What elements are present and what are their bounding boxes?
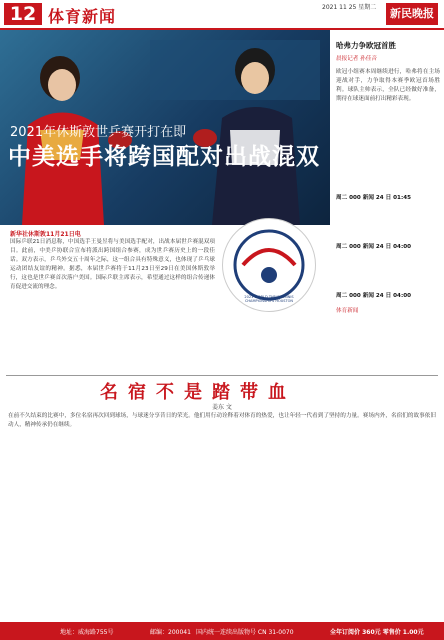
second-article-byline: 姜东 文 [212, 404, 232, 411]
lead-byline: 新华社休斯敦11月21日电 [10, 231, 81, 238]
right-column-title: 哈弗力争欧冠首胜 [336, 41, 396, 50]
right-column [336, 30, 440, 400]
lead-body: 国际乒联21日消息称，中国选手王曼昱将与美国选手配对，出战本届世乒赛混双项目。此前，中美乒协联合宣布将派出跨国组合参赛，成为世乒赛历史上的一段佳话。双方表示，乒乓外交五十周年之际，这一组合具有特殊意义，也体现了乒乓球运动团结友谊的精神。据悉，本届世乒赛将于11月23日至29日在美国休斯敦举行，这也是世乒赛首次落户美国。国际乒联主席表示，希望通过这样的组合传递体育促进交流的理念。 [10, 239, 215, 290]
championship-logo-text: 2021 WORLD TABLE TENNIS CHAMPIONSHIPS HOUSTON [244, 295, 294, 303]
right-column-body: 欧冠小组赛本周继续进行，哈弗将在主场迎战对手，力争取得本赛季欧冠首场胜利。球队主帅表示，全队已经做好准备，期待在球迷面前打出精彩表现。 [336, 69, 440, 102]
fixture-1: 周二 000 新闻 24 日 01:45 [336, 195, 411, 201]
right-column-tag: 体育新闻 [336, 308, 359, 314]
lead-kicker: 2021年休斯敦世乒赛开打在即 [10, 125, 187, 140]
second-article-title: 名宿不是踏带血 [100, 382, 296, 403]
section-divider [6, 375, 438, 376]
fixture-2: 周二 000 新闻 24 日 04:00 [336, 244, 411, 250]
footer-bar [0, 622, 444, 640]
page-number: 12 [4, 3, 42, 25]
second-article-body: 在前不久结束的比赛中，多位名宿再次回到球场，与球迷分享昔日的荣光。他们用行动诠释着对体育的热爱，也让年轻一代看到了坚持的力量。赛场内外，名宿们的故事依旧动人，精神传承仍在继续。 [8, 413, 436, 428]
right-column-intro: 晨报记者 孙佳音 [336, 56, 377, 62]
championship-logo [222, 218, 316, 312]
footer-issn: 国内统一连续出版物号 CN 31-0070 [196, 629, 294, 636]
lead-headline: 中美选手将跨国配对出战混双 [8, 144, 320, 170]
footer-zip: 邮编：200041 [150, 629, 191, 636]
date-line: 2021 11 25 星期二 [322, 4, 377, 11]
section-title: 体育新闻 [48, 7, 117, 26]
fixture-3: 周二 000 新闻 24 日 04:00 [336, 293, 411, 299]
footer-price: 全年订阅价 360元 零售价 1.00元 [330, 629, 424, 636]
newspaper-logo: 新民晚报 [386, 3, 438, 25]
footer-address: 地址：威海路755号 [60, 629, 114, 636]
